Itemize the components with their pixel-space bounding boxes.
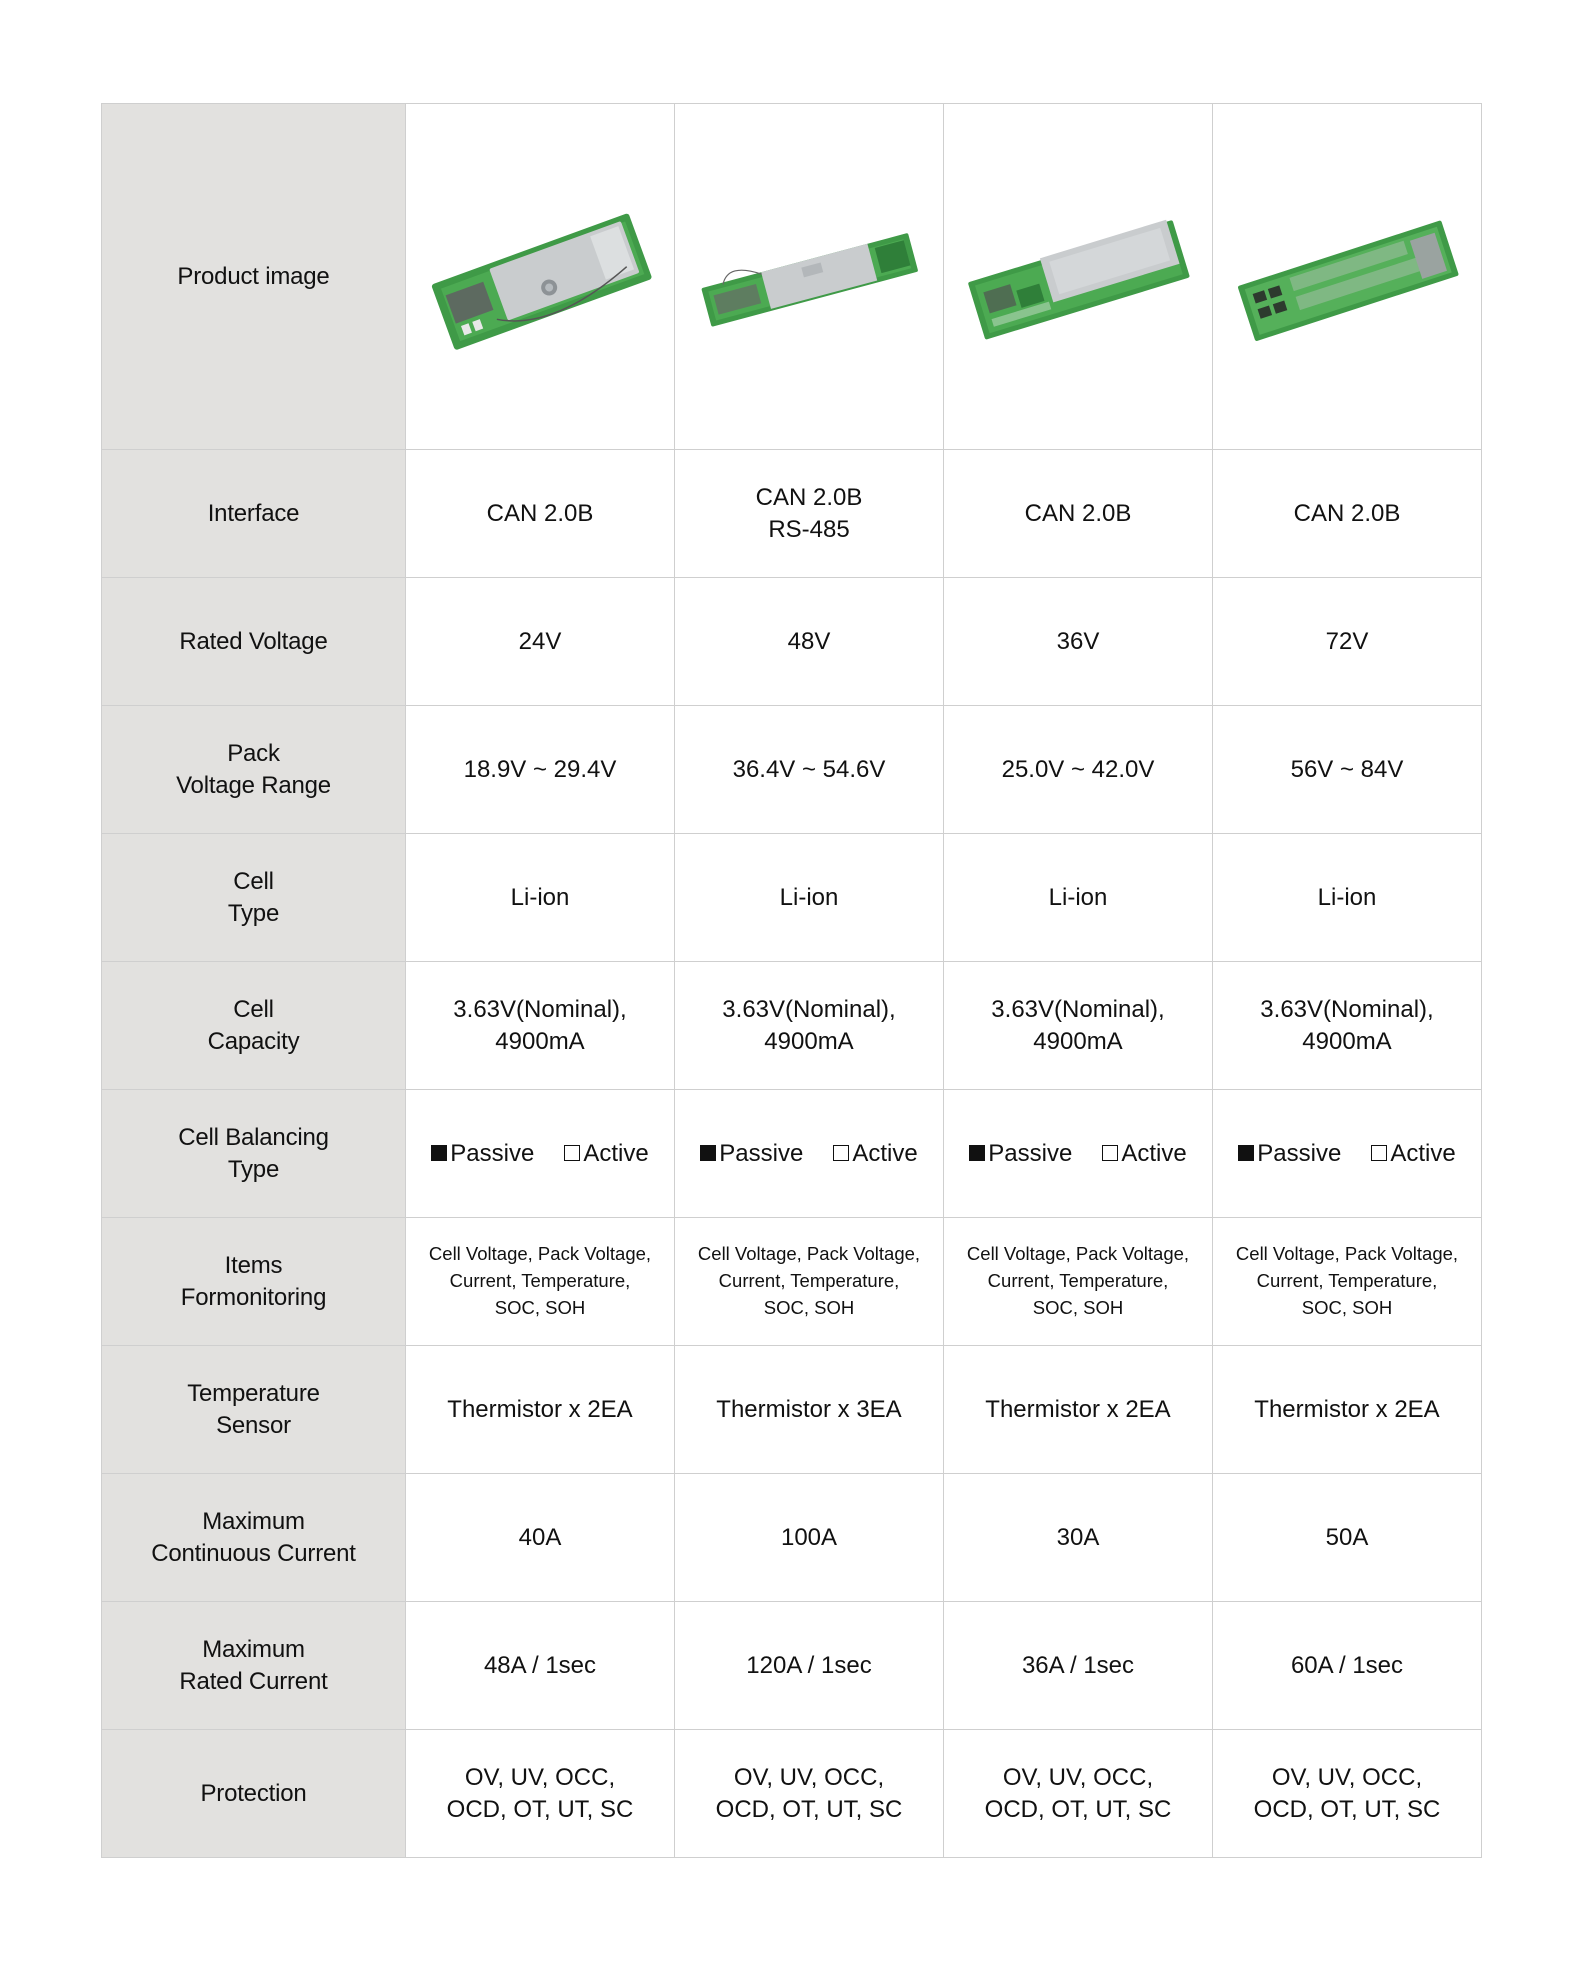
monitoring-line: Cell Voltage, Pack Voltage, xyxy=(428,1243,652,1265)
row-interface xyxy=(102,450,1482,578)
interface-value xyxy=(1213,450,1482,578)
label-temperature-sensor xyxy=(102,1346,406,1474)
capacity-line: 4900mA xyxy=(1033,1027,1123,1055)
monitoring-line: SOC, SOH xyxy=(1301,1296,1393,1318)
label-line: Cell xyxy=(233,996,274,1024)
protection-value xyxy=(406,1730,675,1858)
monitoring-value xyxy=(675,1218,944,1346)
spec-table xyxy=(101,103,1482,1858)
pcb-board-image xyxy=(963,202,1193,352)
temperature-sensor-value: Thermistor x 2EA xyxy=(944,1346,1213,1474)
row-rated-voltage xyxy=(102,578,1482,706)
row-protection xyxy=(102,1730,1482,1858)
capacity-line: 3.63V(Nominal), xyxy=(991,996,1165,1024)
max-continuous-current-value: 40A xyxy=(406,1474,675,1602)
monitoring-line: Current, Temperature, xyxy=(449,1270,631,1292)
row-max-continuous-current xyxy=(102,1474,1482,1602)
pcb-board-image xyxy=(1232,202,1462,352)
active-label: Active xyxy=(1390,1139,1456,1167)
label-line: Voltage Range xyxy=(176,771,331,799)
monitoring-value xyxy=(406,1218,675,1346)
capacity-line: 4900mA xyxy=(1302,1027,1392,1055)
label-line: Pack xyxy=(227,740,280,768)
capacity-line: 4900mA xyxy=(495,1027,585,1055)
cell-type-value: Li-ion xyxy=(406,834,675,962)
product-image-1 xyxy=(406,104,675,450)
label-cell-type xyxy=(102,834,406,962)
row-cell-capacity xyxy=(102,962,1482,1090)
passive-label: Passive xyxy=(719,1139,804,1167)
pack-voltage-range-value: 25.0V ~ 42.0V xyxy=(944,706,1213,834)
passive-label: Passive xyxy=(988,1139,1073,1167)
protection-line: OV, UV, OCC, xyxy=(1271,1764,1423,1792)
label-line: Formonitoring xyxy=(180,1283,327,1311)
passive-label: Passive xyxy=(1257,1139,1342,1167)
label-cell-balancing-type xyxy=(102,1090,406,1218)
max-rated-current-value: 60A / 1sec xyxy=(1213,1602,1482,1730)
label-line: Type xyxy=(227,899,280,927)
unchecked-square-icon xyxy=(1102,1145,1118,1161)
cell-capacity-value xyxy=(1213,962,1482,1090)
cell-type-value: Li-ion xyxy=(944,834,1213,962)
capacity-line: 3.63V(Nominal), xyxy=(1260,996,1434,1024)
cell-balancing-value xyxy=(1213,1090,1482,1218)
rated-voltage-value: 24V xyxy=(406,578,675,706)
max-rated-current-value: 36A / 1sec xyxy=(944,1602,1213,1730)
label-cell-capacity xyxy=(102,962,406,1090)
capacity-line: 4900mA xyxy=(764,1027,854,1055)
temperature-sensor-value: Thermistor x 2EA xyxy=(406,1346,675,1474)
label-pack-voltage-range xyxy=(102,706,406,834)
unchecked-square-icon xyxy=(1371,1145,1387,1161)
capacity-line: 3.63V(Nominal), xyxy=(453,996,627,1024)
capacity-line: 3.63V(Nominal), xyxy=(722,996,896,1024)
label-items-monitoring xyxy=(102,1218,406,1346)
label-product-image: Product image xyxy=(102,104,406,450)
checked-square-icon xyxy=(431,1145,447,1161)
interface-line: CAN 2.0B xyxy=(486,499,594,527)
row-items-monitoring xyxy=(102,1218,1482,1346)
row-cell-balancing-type xyxy=(102,1090,1482,1218)
active-label: Active xyxy=(1121,1139,1187,1167)
product-image-3 xyxy=(944,104,1213,450)
temperature-sensor-value: Thermistor x 3EA xyxy=(675,1346,944,1474)
label-max-rated-current xyxy=(102,1602,406,1730)
unchecked-square-icon xyxy=(564,1145,580,1161)
protection-line: OCD, OT, UT, SC xyxy=(446,1795,634,1823)
max-continuous-current-value: 100A xyxy=(675,1474,944,1602)
monitoring-value xyxy=(1213,1218,1482,1346)
row-max-rated-current xyxy=(102,1602,1482,1730)
monitoring-line: SOC, SOH xyxy=(1032,1296,1124,1318)
label-line: Continuous Current xyxy=(151,1539,356,1567)
pack-voltage-range-value: 56V ~ 84V xyxy=(1213,706,1482,834)
label-protection: Protection xyxy=(102,1730,406,1858)
protection-value xyxy=(944,1730,1213,1858)
max-rated-current-value: 48A / 1sec xyxy=(406,1602,675,1730)
cell-type-value: Li-ion xyxy=(1213,834,1482,962)
unchecked-square-icon xyxy=(833,1145,849,1161)
label-line: Maximum xyxy=(202,1636,305,1664)
interface-line: CAN 2.0B xyxy=(755,484,863,512)
protection-value xyxy=(1213,1730,1482,1858)
rated-voltage-value: 72V xyxy=(1213,578,1482,706)
interface-line: CAN 2.0B xyxy=(1293,499,1401,527)
monitoring-line: SOC, SOH xyxy=(494,1296,586,1318)
label-line: Temperature xyxy=(187,1380,320,1408)
protection-line: OCD, OT, UT, SC xyxy=(1253,1795,1441,1823)
label-interface: Interface xyxy=(102,450,406,578)
monitoring-value xyxy=(944,1218,1213,1346)
label-line: Type xyxy=(227,1155,280,1183)
temperature-sensor-value: Thermistor x 2EA xyxy=(1213,1346,1482,1474)
max-continuous-current-value: 30A xyxy=(944,1474,1213,1602)
checked-square-icon xyxy=(700,1145,716,1161)
monitoring-line: SOC, SOH xyxy=(763,1296,855,1318)
checked-square-icon xyxy=(969,1145,985,1161)
cell-balancing-value xyxy=(944,1090,1213,1218)
protection-line: OCD, OT, UT, SC xyxy=(984,1795,1172,1823)
product-image-4 xyxy=(1213,104,1482,450)
interface-line: CAN 2.0B xyxy=(1024,499,1132,527)
monitoring-line: Current, Temperature, xyxy=(1256,1270,1438,1292)
label-line: Sensor xyxy=(216,1411,291,1439)
protection-line: OV, UV, OCC, xyxy=(1002,1764,1154,1792)
active-label: Active xyxy=(583,1139,649,1167)
pack-voltage-range-value: 36.4V ~ 54.6V xyxy=(675,706,944,834)
monitoring-line: Cell Voltage, Pack Voltage, xyxy=(1235,1243,1459,1265)
protection-line: OCD, OT, UT, SC xyxy=(715,1795,903,1823)
rated-voltage-value: 36V xyxy=(944,578,1213,706)
monitoring-line: Cell Voltage, Pack Voltage, xyxy=(966,1243,1190,1265)
max-rated-current-value: 120A / 1sec xyxy=(675,1602,944,1730)
label-line: Rated Current xyxy=(179,1667,328,1695)
row-pack-voltage-range xyxy=(102,706,1482,834)
active-label: Active xyxy=(852,1139,918,1167)
label-line: Items xyxy=(224,1252,283,1280)
rated-voltage-value: 48V xyxy=(675,578,944,706)
interface-value xyxy=(675,450,944,578)
monitoring-line: Current, Temperature, xyxy=(987,1270,1169,1292)
cell-capacity-value xyxy=(406,962,675,1090)
row-temperature-sensor xyxy=(102,1346,1482,1474)
pack-voltage-range-value: 18.9V ~ 29.4V xyxy=(406,706,675,834)
protection-value xyxy=(675,1730,944,1858)
row-product-image xyxy=(102,104,1482,450)
pcb-board-image xyxy=(425,202,655,352)
interface-value xyxy=(406,450,675,578)
checked-square-icon xyxy=(1238,1145,1254,1161)
label-rated-voltage: Rated Voltage xyxy=(102,578,406,706)
row-cell-type xyxy=(102,834,1482,962)
cell-capacity-value xyxy=(944,962,1213,1090)
cell-balancing-value xyxy=(406,1090,675,1218)
label-line: Maximum xyxy=(202,1508,305,1536)
passive-label: Passive xyxy=(450,1139,535,1167)
label-line: Capacity xyxy=(207,1027,300,1055)
protection-line: OV, UV, OCC, xyxy=(464,1764,616,1792)
monitoring-line: Cell Voltage, Pack Voltage, xyxy=(697,1243,921,1265)
product-image-2 xyxy=(675,104,944,450)
pcb-board-image xyxy=(694,202,924,352)
label-max-continuous-current xyxy=(102,1474,406,1602)
interface-value xyxy=(944,450,1213,578)
interface-line: RS-485 xyxy=(768,515,850,543)
label-line: Cell xyxy=(233,868,274,896)
label-line: Cell Balancing xyxy=(178,1124,329,1152)
cell-capacity-value xyxy=(675,962,944,1090)
cell-balancing-value xyxy=(675,1090,944,1218)
max-continuous-current-value: 50A xyxy=(1213,1474,1482,1602)
protection-line: OV, UV, OCC, xyxy=(733,1764,885,1792)
cell-type-value: Li-ion xyxy=(675,834,944,962)
monitoring-line: Current, Temperature, xyxy=(718,1270,900,1292)
